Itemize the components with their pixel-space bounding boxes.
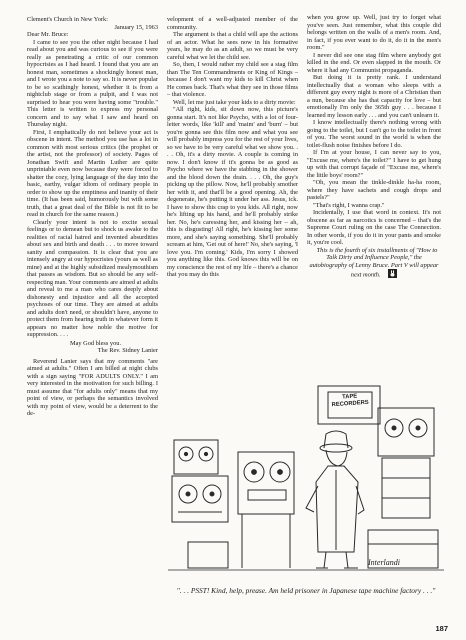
cartoon-sign: TAPE RECORDERS	[331, 393, 369, 409]
body-paragraph: If I'm at your house, I can never say to you, "Excuse me, where's the toilet?" I have to get hung up with that corrupt façade of "Excuse me, where's the little boys' room?"	[307, 149, 441, 179]
column-2	[167, 16, 298, 279]
installment-note: This is the fourth of six installments of "How to Talk Dirty and Influence People," the autobiography of Lenny Bruce. Part V will appear next month.	[307, 247, 441, 281]
body-paragraph: Incidentally, I use that word in context. It's not obscene as far as narcotics is concerned – that's the Supreme Court ruling on the case The Connection. In other words, if you do it in your pants and smoke it, you're cool.	[307, 209, 441, 246]
body-paragraph: The argument is that a child will ape the actions of an actor. What he sees now in his formative years, he may do as an adult, so we must be very careful what we let the child see.	[167, 31, 298, 61]
body-paragraph: But doing it is pretty rank. I understand intellectually that a woman who sleeps with a different guy every night is more of a Christian than a nun, because she has that capacity for love – but emotionally I'm only the 365th guy . . . because I learned my lesson early . . . and you can't unlearn it.	[307, 74, 441, 119]
cartoon-illustration	[168, 382, 444, 582]
cartoon-caption: ". . . PSST! Kind, help, prease. Am held prisoner in Japanese tape machine factory . . ."	[176, 586, 436, 595]
letter-signature: The Rev. Sidney Lanier	[97, 347, 158, 354]
letter-date: January 15, 1963	[114, 23, 158, 31]
letter-paragraph: I came to see you the other night because I had read about you and was curious to see if you were really as penetrating a critic of our common hypocrisies as I had heard. I found that you are an honest man, sometimes a shockingly honest man, and I wrote you a note to say so. It is never popular to be so scathingly honest, whether it is from a nightclub stage or from a pulpit, and I was not surprised to hear you were having some "trouble." This letter is written to express my personal concern and to say what I saw and heard on Thursday night.	[27, 38, 158, 128]
body-paragraph: I know intellectually there's nothing wrong with going to the toilet, but I can't go to the toilet in front of you. The worst sound in the world is when the toilet-flush noise finishes before I do.	[307, 119, 441, 149]
body-paragraph: "That's right, I wanna crap."	[313, 201, 385, 209]
body-paragraph: "Oh, you mean the tinkle-dinkle ha-ha room, where they have sachets and cough drops and pastels?"	[307, 179, 441, 201]
letter-heading: Clement's Church in New York:	[27, 16, 108, 23]
letter-salutation: Dear Mr. Bruce:	[27, 31, 69, 38]
page-number: 187	[435, 624, 448, 633]
rabbit-logo-icon	[382, 269, 397, 281]
cartoonist-signature: Interlandi	[368, 558, 400, 567]
column-1	[27, 16, 158, 418]
body-paragraph: Well, let me just take your kids to a dirty movie:	[173, 98, 296, 106]
body-paragraph: Reverend Lanier says that my comments "are aimed at adults." Often I am billed at night clubs with a sign saying "FOR ADULTS ONLY." I am very interested in the motivation for such billing. I must assume that "for adults only" means that my point of view, or perhaps the semantics involved with my point of view, would be a deterrent to the de-	[27, 357, 158, 417]
body-paragraph: when you grow up. Well, just try to forget what you've seen. Just remember, what this couple did belongs written on the walls of a men's room. And, in fact, if you ever want to do it, do it in the men's room."	[307, 14, 441, 51]
body-paragraph: velopment of a well-adjusted member of the community.	[167, 16, 298, 31]
body-paragraph: So, then, I would rather my child see a stag film than The Ten Commandments or King of Kings – because I don't want my kids to kill Christ when He comes back. That's what they see in those films – that violence.	[167, 61, 298, 98]
body-paragraph: "All right, kids, sit down now, this picture's gonna start. It's not like Psycho, with a lot of four-letter words, like 'kill' and 'maim' and 'burn' – but you're gonna see this film now and what you see will probably impress you for the rest of your lives, so we have to be very careful what we show you. . . . Oh, it's a dirty movie. A couple is coming in now. I don't know if it's gonna be as good as Psycho where we have the stabbing in the shower and the blood down the drain. . . . Oh, the guy's picking up the pillow. Now, he'll probably smother her with it, and that'll be a good opening. Ah, the degenerate, he's putting it under her ass. Jesus, ick. I have to show this crap to you kids. All right, now he's lifting up his hand, and he'll probably strike her. No, he's caressing her, and kissing her – ah, this is disgusting! All right, he's kissing her some more, and she's saying something. She'll probably scream at him, 'Get out of here!' No, she's saying, 'I love you. I'm coming.' Kids, I'm sorry I showed you anything like this. God knows this will be on my conscience the rest of my life – there's a chance that you may do this	[167, 106, 298, 278]
column-3	[307, 14, 441, 281]
letter-paragraph: First, I emphatically do not believe your act is obscene in intent. The method you use has a lot in common with most serious critics (the prophet or the artist, not the professor) of society. Pages of Jonathan Swift and Martin Luther are quite unprintable even now because they were forced to shatter the cozy, lying language of the day into the basic, earthy, vulgar idiom of ordinary people in order to show up the emptiness and inanity of their time. (It has been said, humorously but with some truth, that a great deal of the Bible is not fit to be read in church for the same reason.)	[27, 128, 158, 218]
body-paragraph: I never did see one stag film where anybody got killed in the end. Or even slapped in the mouth. Or where it had any Communist propaganda.	[307, 51, 441, 74]
letter-paragraph: Clearly your intent is not to excite sexual feelings or to demean but to shock us awake to the realities of racial hatred and invented absurdities about sex and birth and death . . . to move toward sanity and compassion. It is clear that you are intensely angry at our hypocrisies (yours as well as mine) and at the highly subsidized mealymouthism that passes as wisdom. But so should be any self-respecting man. Your comments are aimed at adults and reveal to me a man who cares deeply about dishonesty and injustice and all the accepted psychoses of our time. They are aimed at adults and adults don't need, or shouldn't have, anyone to protect them from hearing truth in whatever form it appears no matter how noble the motive for suppression. . . .	[27, 218, 158, 338]
letter-closing: May God bless you.	[69, 339, 122, 347]
